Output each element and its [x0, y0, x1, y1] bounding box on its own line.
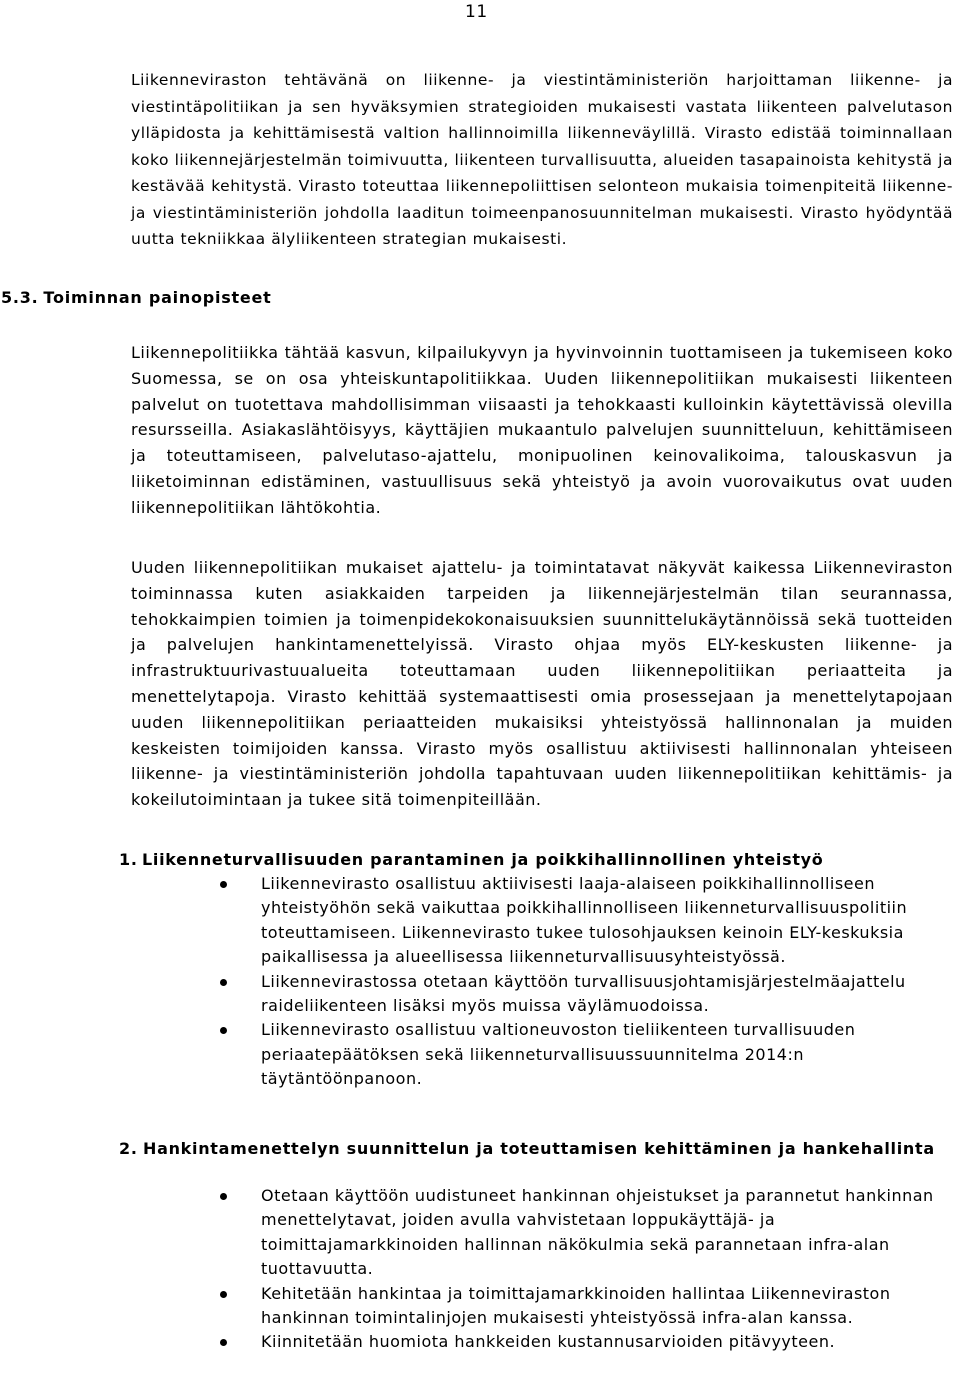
list-heading-text: Liikenneturvallisuuden parantaminen ja poikkihallinnollinen yhteistyö: [142, 850, 824, 869]
list-item-text: Liikennevirasto osallistuu valtioneuvoston tieliikenteen turvallisuuden periaatepäätöksen sekä liikenneturvallisuussuunnitelma 2014:n täytäntöönpanoon.: [261, 1020, 856, 1089]
bullet-list-2: [216, 1184, 960, 1355]
list-item: [216, 1282, 960, 1331]
page-number: 11: [465, 2, 488, 22]
bullet-list-1: [216, 872, 960, 1092]
intro-paragraph: Liikenneviraston tehtävänä on liikenne- ja viestintäministeriön harjoittaman liikenne- ja viestintäpolitiikan ja sen hyväksymien strategioiden mukaisesti vastata liikenteen palvelutason ylläpidosta ja kehittämisestä valtion hallinnoimilla liikenneväylillä. Virasto edistää toiminnallaan koko liikennejärjestelmän toimivuutta, liikenteen turvallisuutta, alueiden tasapainoista kehitystä ja kestävää kehitystä. Virasto toteuttaa liikennepoliittisen selonteon mukaisia toimenpiteitä liikenne- ja viestintäministeriön johdolla laaditun toimeenpanosuunnitelman mukaisesti. Virasto hyödyntää uutta tekniikkaa älyliikenteen strategian mukaisesti.: [131, 71, 953, 248]
list-heading-1: [119, 847, 949, 873]
bullet-icon: [220, 1339, 227, 1346]
bullet-icon: [220, 979, 227, 986]
list-item: [216, 1018, 960, 1091]
list-item-text: Kehitetään hankintaa ja toimittajamarkkinoiden hallintaa Liikenneviraston hankinnan toimintalinjojen mukaisesti yhteistyössä infra-alan kanssa.: [261, 1283, 891, 1328]
list-item: [216, 1330, 960, 1354]
list-heading-2: [119, 1136, 953, 1162]
list-item: [216, 1184, 960, 1282]
list-heading-number: 2.: [119, 1139, 138, 1158]
body-paragraph-1: Liikennepolitiikka tähtää kasvun, kilpailukyvyn ja hyvinvoinnin tuottamiseen ja tukemiseen koko Suomessa, se on osa yhteiskuntapolitiikkaa. Uuden liikennepolitiikan mukaisesti liikenteen palvelut on tuotettava mahdollisimman viisaasti ja tehokkaasti kulloinkin käytettävissä olevilla resursseilla. Asiakaslähtöisyys, käyttäjien mukaantulo palvelujen suunnitteluun, kehittämiseen ja toteuttamiseen, palvelutaso-ajattelu, monipuolinen keinovalikoima, talouskasvun ja liiketoiminnan edistäminen, vastuullisuus sekä yhteistyö ja avoin vuorovaikutus ovat uuden liikennepolitiikan lähtökohtia.: [131, 343, 953, 517]
list-item-text: Kiinnitetään huomiota hankkeiden kustannusarvioiden pitävyyteen.: [261, 1332, 836, 1352]
section-heading: [1, 288, 271, 307]
bullet-icon: [220, 1027, 227, 1034]
list-item: [216, 872, 960, 970]
list-item-text: Liikennevirasto osallistuu aktiivisesti laaja-alaiseen poikkihallinnolliseen yhteistyöhön sekä vaikuttaa poikkihallinnolliseen liikenneturvallisuuspolitiin toteuttamiseen. Liikennevirasto tukee tulosohjauksen keinoin ELY-keskuksia paikallisessa ja alueellisessa liikenneturvallisuusyhteistyössä.: [261, 874, 908, 967]
section-title: Toiminnan painopisteet: [43, 288, 272, 307]
section-number: 5.3.: [1, 288, 39, 307]
bullet-icon: [220, 1291, 227, 1298]
list-item: [216, 970, 960, 1019]
list-item-text: Otetaan käyttöön uudistuneet hankinnan ohjeistukset ja parannetut hankinnan menettelytavat, joiden avulla vahvistetaan loppukäyttäjä- ja toimittajamarkkinoiden hallinnan näkökulmia sekä parannetaan infra-alan tuottavuutta.: [261, 1186, 934, 1279]
list-item-text: Liikennevirastossa otetaan käyttöön turvallisuusjohtamisjärjestelmäajattelu raideliikenteen lisäksi myös muissa väylämuodoissa.: [261, 971, 906, 1016]
body-paragraph-2: Uuden liikennepolitiikan mukaiset ajattelu- ja toimintatavat näkyvät kaikessa Liikenneviraston toiminnassa kuten asiakkaiden tarpeiden ja liikennejärjestelmän tilan seurannassa, tehokkaimpien toimien ja toimenpidekokonaisuuksien suunnittelukäytännöissä sekä tuotteiden ja palvelujen hankintamenettelyissä. Virasto ohjaa myös ELY-keskusten liikenne- ja infrastruktuurivastuualueita toteuttamaan uuden liikennepolitiikan periaatteita ja menettelytapoja. Virasto kehittää systemaattisesti omia prosessejaan ja menettelytapojaan uuden liikennepolitiikan periaatteiden mukaisiksi yhteistyössä hallinnonalan ja muiden keskeisten toimijoiden kanssa. Virasto myös osallistuu aktiivisesti hallinnonalan yhteiseen liikenne- ja viestintäministeriön johdolla tapahtuvaan uuden liikennepolitiikan kehittämis- ja kokeilutoimintaan ja tukee sitä toimenpiteillään.: [131, 558, 953, 810]
list-heading-number: 1.: [119, 850, 138, 869]
bullet-icon: [220, 881, 227, 888]
bullet-icon: [220, 1193, 227, 1200]
list-heading-text: Hankintamenettelyn suunnittelun ja toteuttamisen kehittäminen ja hankehallinta: [143, 1139, 935, 1158]
